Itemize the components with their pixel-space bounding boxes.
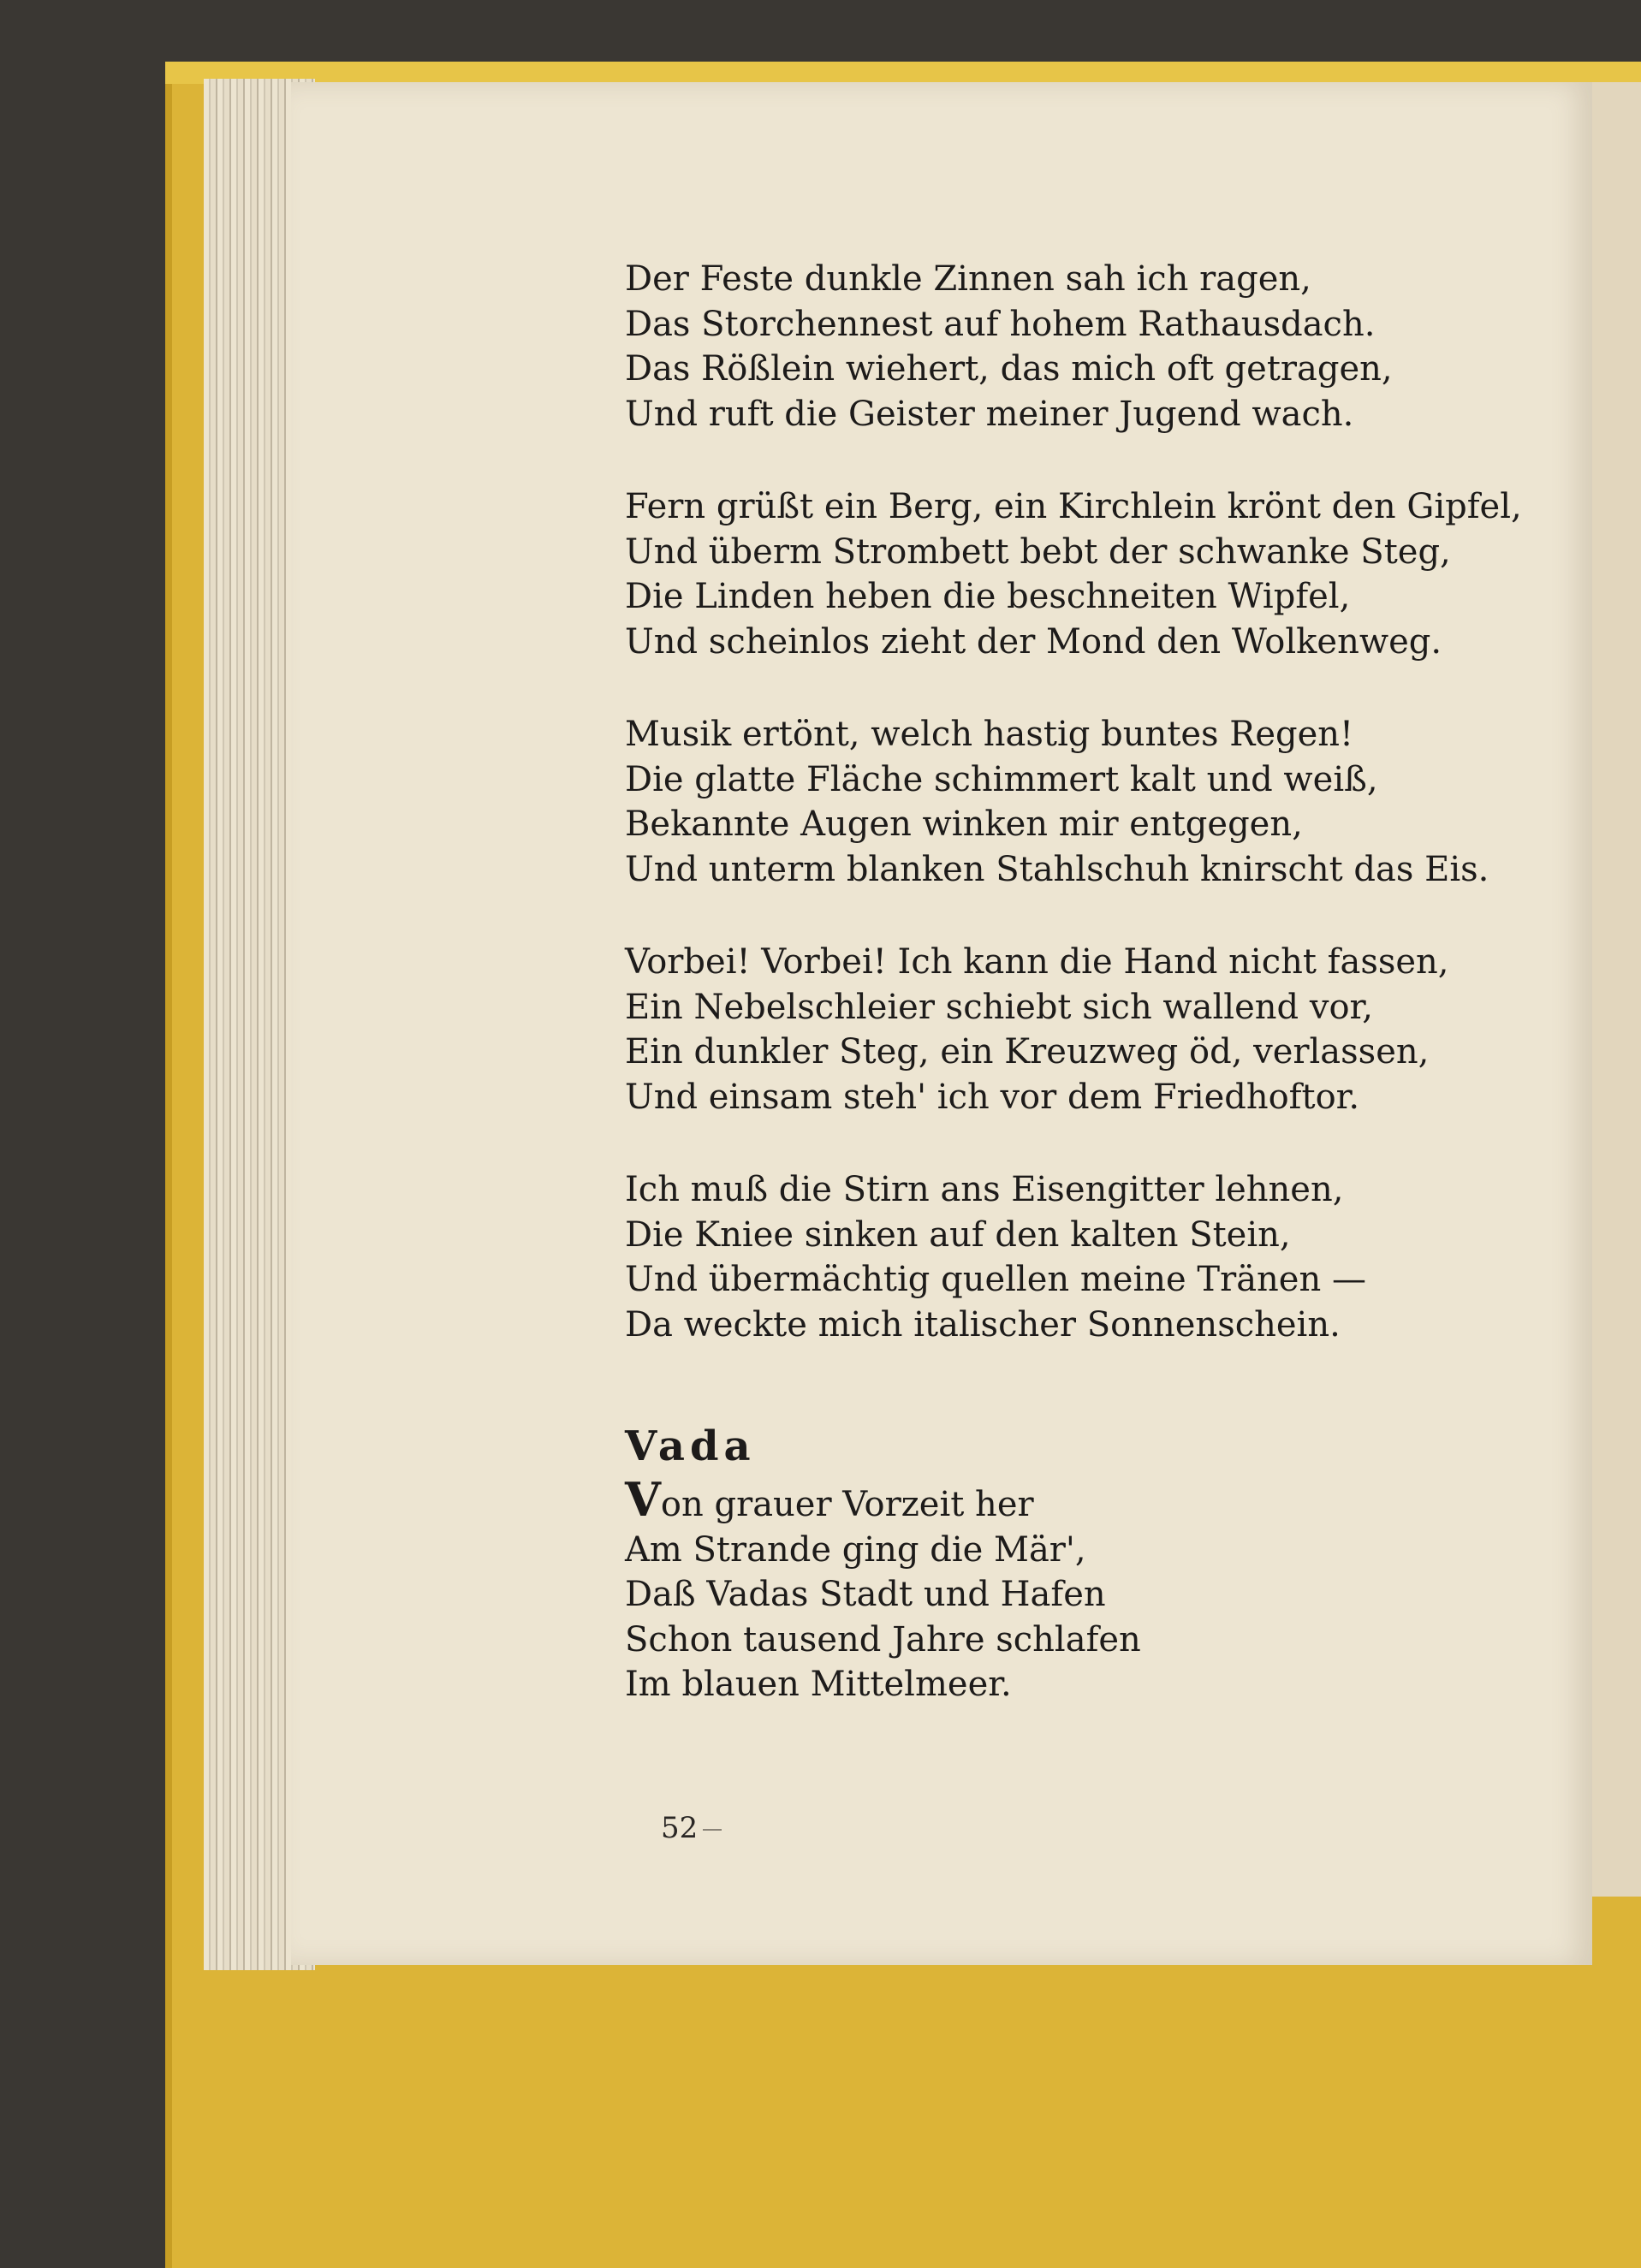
verse-line: Daß Vadas Stadt und Hafen bbox=[625, 1575, 1106, 1614]
verse-line: Und übermächtig quellen meine Tränen — bbox=[625, 1260, 1366, 1299]
verse-line: Fern grüßt ein Berg, ein Kirchlein krönt den Gipfel, bbox=[625, 487, 1522, 526]
verse-line: Am Strande ging die Mär', bbox=[625, 1529, 1086, 1570]
verse-line: Musik ertönt, welch hastig buntes Regen! bbox=[625, 715, 1354, 754]
verse-line: Und unterm blanken Stahlschuh knirscht das Eis. bbox=[625, 849, 1489, 889]
verse-line: Vorbei! Vorbei! Ich kann die Hand nicht fassen, bbox=[625, 942, 1449, 982]
drop-initial: V bbox=[625, 1472, 661, 1527]
page-text bbox=[625, 257, 1522, 1755]
verse-line: Ein Nebelschleier schiebt sich wallend vor, bbox=[625, 987, 1373, 1027]
verse-line: Ein dunkler Steg, ein Kreuzweg öd, verlassen, bbox=[625, 1032, 1430, 1072]
verse-line: Und überm Strombett bebt der schwanke Steg, bbox=[625, 531, 1451, 572]
stanza-1 bbox=[625, 257, 1481, 436]
facing-page-edge bbox=[1592, 82, 1641, 1897]
verse-line: Im blauen Mittelmeer. bbox=[625, 1665, 1012, 1704]
stanza-4 bbox=[625, 940, 1481, 1119]
poem-title: Vada bbox=[625, 1422, 756, 1470]
stanza-5 bbox=[625, 1167, 1481, 1347]
verse-line: Das Storchennest auf hohem Rathausdach. bbox=[625, 304, 1376, 344]
verse-line: Und ruft die Geister meiner Jugend wach. bbox=[625, 394, 1354, 434]
verse-line: Die glatte Fläche schimmert kalt und weiß, bbox=[625, 759, 1378, 799]
verse-line: Schon tausend Jahre schlafen bbox=[625, 1619, 1141, 1659]
verse-line: Und scheinlos zieht der Mond den Wolkenweg. bbox=[625, 621, 1442, 662]
stanza-3 bbox=[625, 712, 1489, 892]
verse-line bbox=[625, 1472, 1481, 1528]
verse-line: Der Feste dunkle Zinnen sah ich ragen, bbox=[625, 259, 1311, 299]
poem-vada bbox=[625, 1472, 1481, 1707]
verse-line: Die Kniee sinken auf den kalten Stein, bbox=[625, 1214, 1291, 1255]
first-line-text: on grauer Vorzeit her bbox=[660, 1485, 1034, 1524]
verse-line: Bekannte Augen winken mir entgegen, bbox=[625, 804, 1303, 844]
verse-line: Und einsam steh' ich vor dem Friedhoftor. bbox=[625, 1077, 1360, 1117]
stanza-2 bbox=[625, 484, 1522, 664]
page-number: 52 bbox=[661, 1811, 722, 1845]
verse-line: Ich muß die Stirn ans Eisengitter lehnen, bbox=[625, 1170, 1344, 1209]
cover-top-edge bbox=[165, 62, 1641, 84]
verse-line: Das Rößlein wiehert, das mich oft getragen, bbox=[625, 349, 1393, 389]
verse-line: Die Linden heben die beschneiten Wipfel, bbox=[625, 577, 1351, 616]
verse-line: Da weckte mich italischer Sonnenschein. bbox=[625, 1304, 1341, 1345]
